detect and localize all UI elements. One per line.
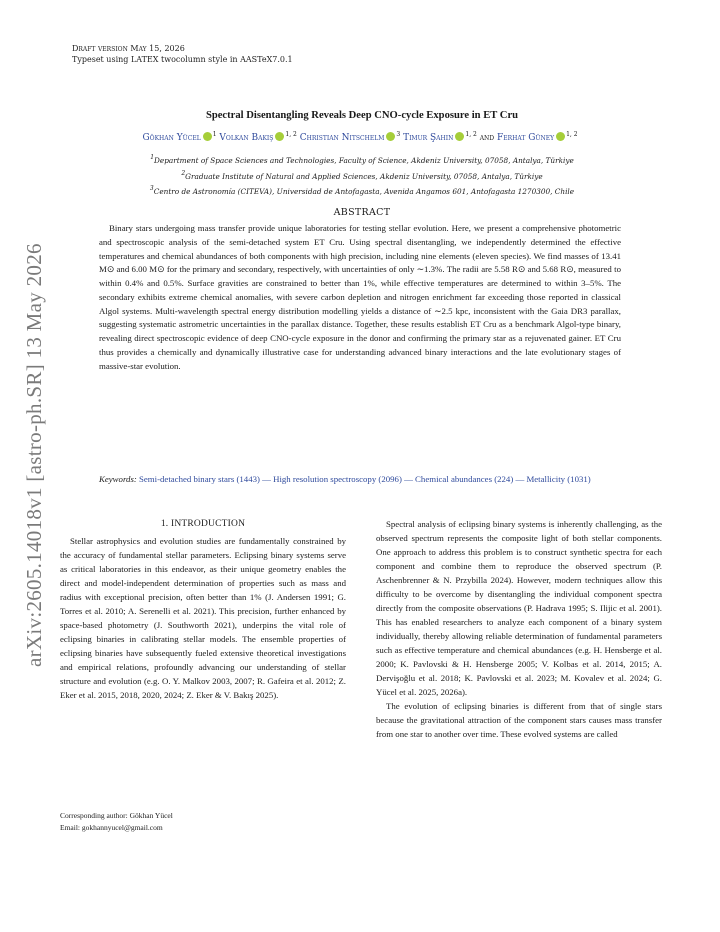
- affiliation: [72, 168, 652, 184]
- intro-paragraph: Stellar astrophysics and evolution studies are fundamentally constrained by the accuracy of fundamental stellar parameters. Eclipsing binary systems serve as critical laboratories in this endeavor, as their unique geometry enables the direct and model-independent determination of properties such as mass and radius with exceptional precision, often better than 1% (J. Andersen 1991; G. Torres et al. 2010; A. Serenelli et al. 2021). This precision, further enhanced by space-based photometry (J. Southworth 2021), underpins the vital role of eclipsing binaries in calibrating stellar models. The ensemble properties of eclipsing binaries have subsequently fueled extensive theoretical investigations and empirical relations, profoundly advancing our understanding of stellar structure and evolution (e.g. O. Y. Malkov 2003, 2007; R. Gafeira et al. 2012; Z. Eker et al. 2015, 2018, 2020, 2024; Z. Eker & V. Bakış 2025).: [60, 536, 346, 700]
- orcid-icon[interactable]: [203, 132, 212, 141]
- left-column: [60, 517, 346, 702]
- affiliation: [72, 183, 652, 199]
- author-affil-sup: 1, 2: [285, 131, 297, 138]
- orcid-icon[interactable]: [455, 132, 464, 141]
- affil-sup: 3: [149, 185, 154, 192]
- draft-header: [72, 43, 293, 65]
- keywords-list[interactable]: Semi-detached binary stars (1443) — High resolution spectroscopy (2096) — Chemical abundances (224) — Metallicity (1031): [139, 474, 591, 484]
- affiliations: [72, 152, 652, 199]
- author-affil-sup: 1, 2: [566, 131, 578, 138]
- section-heading-introduction: 1. INTRODUCTION: [160, 519, 246, 529]
- author-and: and: [479, 133, 495, 143]
- corresponding-author: Corresponding author: Gökhan Yücel: [60, 811, 173, 820]
- author-name[interactable]: Timur Şahin: [403, 133, 454, 143]
- author-email: Email: gokhannyucel@gmail.com: [60, 822, 163, 832]
- author-list: [60, 131, 660, 143]
- author-name[interactable]: Gökhan Yücel: [142, 133, 201, 143]
- body-paragraph: Spectral analysis of eclipsing binary systems is inherently challenging, as the observed spectrum represents the composite light of both stellar components. One approach to address this problem is to construct synthetic spectra for each component and combine them to reproduce the observed spectrum (P. Aschenbrenner & N. Przybilla 2024). However, modern techniques allow this difficulty to be overcome by disentangling the individual component spectra directly from the composite observations (P. Hadrava 1995; S. Ilijic et al. 2001). This has enabled researchers to analyze each component of a binary system individually, thereby allowing reliable determination of fundamental parameters such as effective temperature and chemical abundances (e.g. H. Hensberge et al. 2000; K. Pavlovski & H. Hensberge 2005; V. Kolbas et al. 2014, 2015; A. Dervişoğlu et al. 2018; K. Pavlovski et al. 2023; M. Kovalev et al. 2024; G. Yücel et al. 2025, 2026a).: [376, 519, 662, 697]
- orcid-icon[interactable]: [386, 132, 395, 141]
- author-name[interactable]: Christian Nitschelm: [299, 133, 385, 143]
- affil-sup: 2: [181, 169, 186, 177]
- typeset-line: Typeset using LATEX twocolumn style in AASTeX7.0.1: [72, 55, 293, 64]
- author-name[interactable]: Volkan Bakış: [219, 133, 274, 143]
- affil-text: Graduate Institute of Natural and Applied Sciences, Akdeniz University, 07058, Antalya, Türkiye: [185, 171, 543, 181]
- paper-title: Spectral Disentangling Reveals Deep CNO-cycle Exposure in ET Cru: [205, 110, 519, 121]
- affil-sup: 1: [150, 154, 155, 161]
- abstract-text: Binary stars undergoing mass transfer provide unique laboratories for testing stellar evolution. Here, we present a comprehensive photometric and spectroscopic analysis of the semi-detached system ET Cru. Using spectral disentangling, we independently determined the effective temperatures and chemical abundances of both components with high precision, including nine elements (eleven species). We find masses of 13.41 M⊙ and 6.00 M⊙ for the primary and secondary, respectively, with uncertainties of only ∼1.3%. The radii are 5.58 R⊙ and 5.68 R⊙, measured to within 0.4% and 0.5%. Surface gravities are constrained to better than 1%, while effective temperatures are determined to within 3–5%. The secondary exhibits extreme chemical anomalies, with severe carbon depletion and nitrogen enrichment far exceeding those reported in classical Algol systems. Multi-wavelength spectral energy distribution modelling yields a distance of ∼2.5 kpc, inconsistent with the Gaia DR3 parallax, suggesting systematic astrometric uncertainties in the parallax distance. Together, these results establish ET Cru as a benchmark Algol-type binary, revealing direct spectroscopic evidence of deep CNO-cycle exposure in the donor and confirming the primary star as a rejuvenated gainer. ET Cru thus provides a chemically and dynamically illustrative case for understanding advanced binary interactions and the late evolutionary stages of massive-star evolution.: [99, 223, 621, 371]
- author-affil-sup: 1: [212, 131, 217, 138]
- abstract-heading: ABSTRACT: [333, 207, 391, 218]
- author-affil-sup: 1, 2: [465, 131, 477, 138]
- orcid-icon[interactable]: [556, 132, 565, 141]
- corresponding-author-footnote: [60, 810, 346, 833]
- affil-text: Centro de Astronomía (CITEVA), Universidad de Antofagasta, Avenida Angamos 601, Antofagasta 1270300, Chile: [153, 187, 575, 196]
- affil-text: Department of Space Sciences and Technologies, Faculty of Science, Akdeniz University, 07058, Antalya, Türkiye: [154, 156, 574, 165]
- affiliation: [72, 152, 652, 168]
- orcid-icon[interactable]: [275, 132, 284, 141]
- author-name[interactable]: Ferhat Güney: [496, 133, 555, 143]
- author-affil-sup: 3: [396, 131, 401, 138]
- draft-line: Draft version May 15, 2026: [72, 44, 185, 53]
- keywords-label: Keywords:: [99, 474, 137, 484]
- right-column: [376, 517, 662, 741]
- keywords: [99, 472, 621, 486]
- arxiv-stamp[interactable]: arXiv:2605.14018v1 [astro-ph.SR] 13 May 2026: [22, 243, 46, 667]
- body-paragraph: The evolution of eclipsing binaries is different from that of single stars because the gravitational attraction of the component stars causes mass transfer from one star to another over time. These evolved systems are called: [376, 701, 662, 739]
